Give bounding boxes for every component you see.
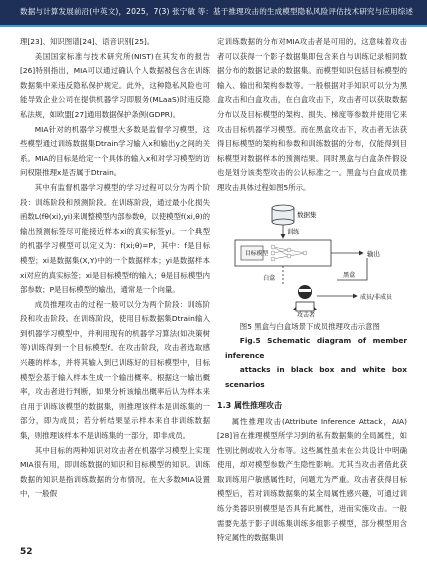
output-label: 输出 xyxy=(367,249,380,258)
white-box-label: 白盒 xyxy=(263,274,276,282)
paragraph: 其中目标的两种知识对攻击者在机器学习模型上实现MIA很有用，即训练数据的知识和目标模型的知识。训练数据的知识是指训练数据的分布情况。在大多数MIA设置中，一般假 xyxy=(20,445,210,499)
target-model-label: 目标模型 xyxy=(245,250,269,257)
member-nonmember-label: 成员/非成员 xyxy=(360,293,393,301)
dataset-icon xyxy=(272,205,294,225)
figure-caption-en-line1: Fig.5 Schematic diagram of member inference xyxy=(225,336,407,360)
paragraph: MIA针对的机器学习模型大多数是监督学习模型，这些模型通过训练数据集Dtrain学习输入x和输出y之间的关系。MIA的目标是给定一个具体的输入x和对学习模型的访问权限推理x是否属于Dtrain。 xyxy=(20,124,210,178)
paragraph: 理[23]、知识图谱[24]、语音识别[25]。 xyxy=(20,37,155,46)
dataset-label: 数据集 xyxy=(297,210,317,219)
attacker-icon xyxy=(293,285,317,311)
left-column xyxy=(20,35,210,502)
paragraph: 美国国家标准与技术研究所(NIST)在其发布的报告[26]特别指出，MIA可以通过确认个人数据被包含在训练数据集中来违反隐私保护规定。此外，这种隐私风险也可能导致企业公司在提供机器学习即服务(MLaaS)时违反隐私法规，如欧盟[27]通用数据保护条例(GDPR)。 xyxy=(20,51,210,119)
attacker-label: 攻击者 xyxy=(297,311,316,318)
train-label: 训练 xyxy=(287,228,300,236)
inference-diagram xyxy=(217,200,407,318)
black-box-label: 黑盒 xyxy=(343,271,356,279)
paragraph: 成员推理攻击的过程一般可以分为两个阶段：训练阶段和攻击阶段。在训练阶段，使用目标数据集Dtrain输入到机器学习模型中，并利用现有的机器学习算法(如决策树等)训练得到一个目标模型f。在攻击阶段，攻击者选取感兴趣的样本，并将其输入到已训练好的目标模型中，目标模型会基于输入样本生成一个输出概率。根据这一输出概率，攻击者进行判断，如果分析该输出概率后认为样本来自用于训练该模型的数据集，则推理该样本是训练集的一部分，即为成员；若分析结果显示样本来自非训练数据集，则推理该样本不是训练集的一部分，即非成员。 xyxy=(20,299,210,441)
paragraph: 定训练数据的分布对MIA攻击者是可用的。这意味着攻击者可以获得一个影子数据集即包含来自与训练记录相同数据分布的数据记录的数据集。而模型知识包括目标模型的输入、输出和架构参数等。一般根据对手知识可以分为黑盒攻击和白盒攻击，在白盒攻击下，攻击者可以获取数据分布以及目标模型的架构、损失、梯度等参数并使用它来攻击目标机器学习模型。而在黑盒攻击下，攻击者无法获得目标模型的架构和参数和训练数据的分布，仅能得到目标模型对数据样本的预测结果。同时黑盒与白盒条件假设也是划分该类型攻击的公认标准之一。黑盒与白盒成员推理攻击具体过程如图5所示。 xyxy=(217,37,407,192)
running-header: 数据与计算发展前沿(中英文)，2025，7(3) 张宁敏 等：基于推理攻击的生成模型隐私风险评估技术研究与应用综述 xyxy=(20,7,414,16)
header-divider xyxy=(0,25,427,27)
figure-caption-en-line2: attacks in black box and white box scenarios xyxy=(225,365,407,389)
figure-5-diagram xyxy=(217,200,407,318)
paragraph: 其中有监督机器学习模型的学习过程可以分为两个阶段：训练阶段和预测阶段。在训练阶段，通过最小化损失函数L(fθ(xi),yi)来调整模型内部参数θ，以使模型f(xi,θ)的输出预测标签尽可能接近样本xi的真实标签yi。一个典型的机器学习模型可以定义为：f(xi;θ)=P，其中：f是目标模型；xi是数据集(X,Y)中的一个数据样本；yi是数据样本xi对应的真实标签；xi是目标模型f的输入；θ是目标模型内部参数；P是目标模型的输出，通常是一个向量。 xyxy=(20,182,210,295)
section-title: 1.3 属性推理攻击 xyxy=(217,400,282,410)
figure-caption-cn: 图5 黑盒与白盒场景下成员推理攻击示意图 xyxy=(239,321,380,331)
page-number: 52 xyxy=(20,547,33,557)
right-column xyxy=(217,35,407,546)
paragraph: 属性推理攻击(Attribute Inference Attack，AIA)[28]旨在推理模型所学习到的私有数据集的全局属性，如性别比例或收入分布等。这些属性虽未在公共设计中明确使用，却对模型参数产生隐性影响。尤其当攻击者借此获取训练用户敏感属性时，问题尤为严重。攻击者获得目标模型后，若对训练数据集的某全局属性感兴趣，可通过训练分类器识别模型是否具有此属性，进而实施攻击。一般需要先基于影子训练集训练多组影子模型，部分模型用含特定属性的数据集训 xyxy=(217,416,407,543)
